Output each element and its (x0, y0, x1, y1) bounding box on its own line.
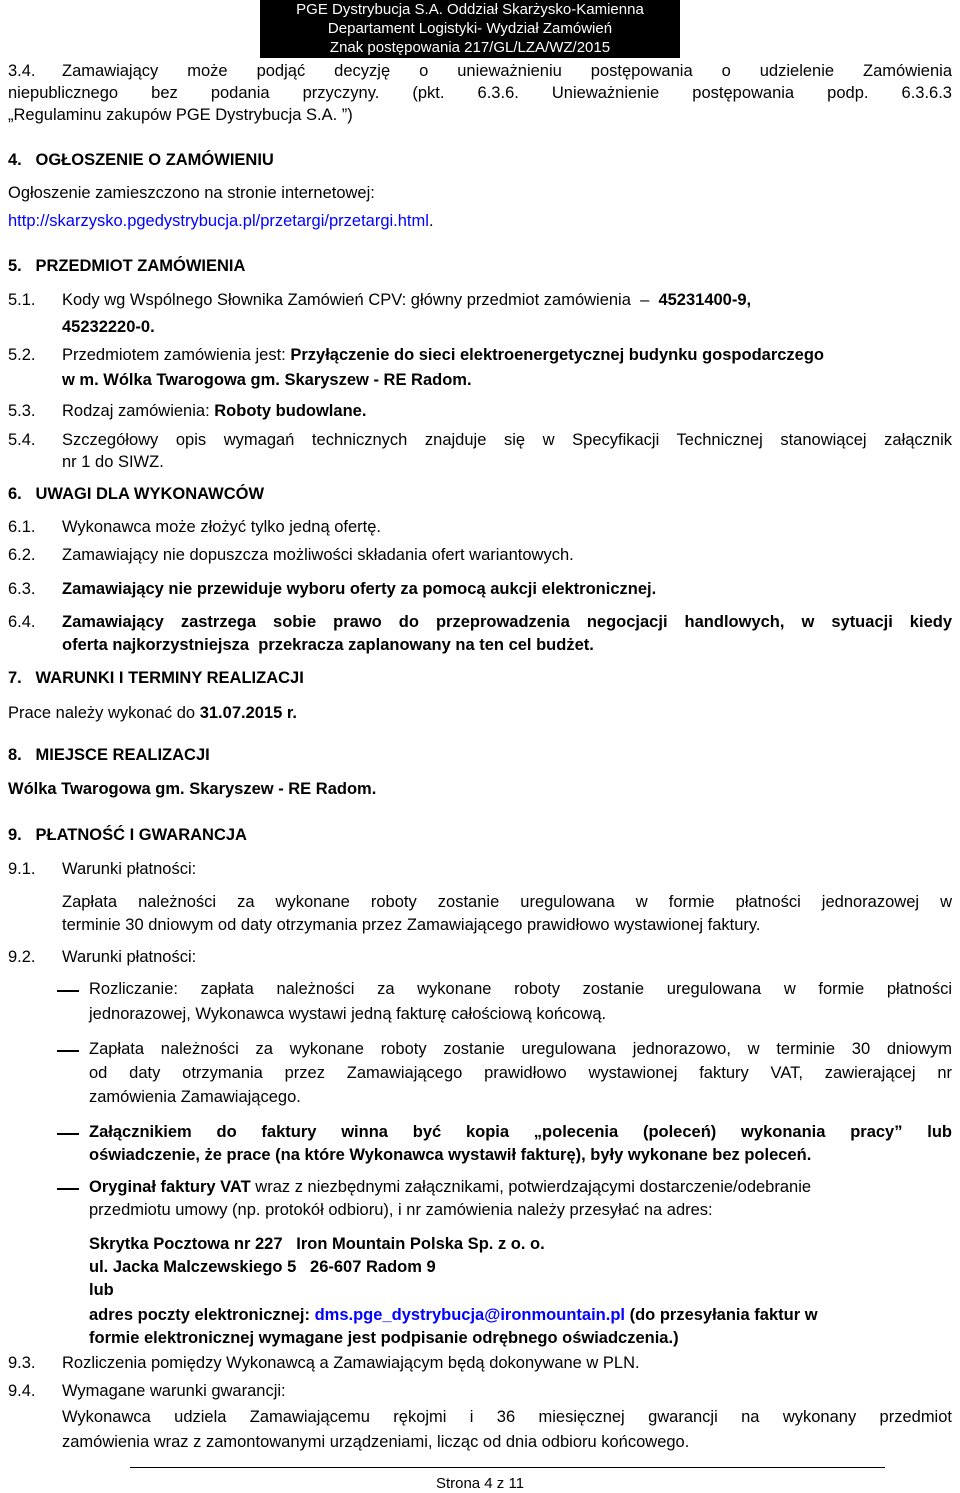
section-9-1-line1: Zapłata należności za wykonane roboty zostanie uregulowana w formie płatności jednorazowej w (62, 893, 952, 911)
link-period: . (428, 212, 434, 230)
section-5-3-text (62, 402, 366, 421)
subject-label: Przedmiotem zamówienia jest: (62, 346, 286, 364)
bullet-3-line1: Załącznikiem do faktury winna być kopia „polecenia (poleceń) wykonania pracy” lub (89, 1123, 952, 1141)
section-4-link-row (8, 212, 434, 231)
header-company: PGE Dystrybucja S.A. Oddział Skarżysko-Kamienna (296, 1, 644, 18)
order-type-value: Roboty budowlane. (214, 402, 367, 420)
deadline-date: 31.07.2015 r. (199, 704, 297, 722)
section-9-1-title: Warunki płatności: (62, 860, 197, 878)
section-6-4-number: 6.4. (8, 613, 36, 631)
section-7-text (8, 704, 297, 723)
deadline-label: Prace należy wykonać do (8, 704, 196, 722)
email-label: adres poczty elektronicznej: (89, 1306, 310, 1324)
section-4-heading: 4. OGŁOSZENIE O ZAMÓWIENIU (8, 151, 274, 169)
email-link[interactable]: dms.pge_dystrybucja@ironmountain.pl (314, 1306, 625, 1324)
section-3-4-line2: niepublicznego bez podania przyczyny. (pkt. 6.3.6. Unieważnienie postępowania podp. 6.3.6.3 (8, 84, 952, 102)
bullet-4-line1 (89, 1178, 811, 1197)
section-5-1-number: 5.1. (8, 291, 36, 309)
bullet-dash (57, 1133, 79, 1135)
section-6-heading: 6. UWAGI DLA WYKONAWCÓW (8, 485, 265, 503)
bullet-2-line1: Zapłata należności za wykonane roboty zostanie uregulowana jednorazowo, w terminie 30 dniowym (89, 1040, 952, 1058)
address-line1: Skrytka Pocztowa nr 227 Iron Mountain Polska Sp. z o. o. (89, 1235, 545, 1253)
section-9-2-title: Warunki płatności: (62, 948, 197, 966)
section-7-heading: 7. WARUNKI I TERMINY REALIZACJI (8, 669, 304, 687)
bullet-1-line1: Rozliczanie: zapłata należności za wykonane roboty zostanie uregulowana w formie płatności (89, 980, 952, 998)
section-6-1-text: Wykonawca może złożyć tylko jedną ofertę. (62, 518, 381, 536)
bullet-dash (57, 990, 79, 992)
original-invoice-label: Oryginał faktury VAT (89, 1178, 251, 1196)
section-3-4-line3: „Regulaminu zakupów PGE Dystrybucja S.A. ”) (8, 106, 353, 124)
cpv-main-code: 45231400-9, (658, 291, 752, 309)
section-6-1-number: 6.1. (8, 518, 36, 536)
section-9-4-line2: zamówienia wraz z zamontowanymi urządzeniami, licząc od dnia odbioru końcowego. (62, 1433, 690, 1451)
page-number: Strona 4 z 11 (435, 1475, 525, 1492)
section-9-2-number: 9.2. (8, 948, 36, 966)
bullet-2-line2: od daty otrzymania przez Zamawiającego prawidłowo wystawionej faktury VAT, zawierającej nr (89, 1064, 952, 1082)
section-5-4-line1: Szczegółowy opis wymagań technicznych znajduje się w Specyfikacji Technicznej stanowiącej załącznik (62, 431, 952, 449)
section-5-heading: 5. PRZEDMIOT ZAMÓWIENIA (8, 257, 246, 275)
section-5-2-line1 (62, 346, 824, 365)
section-9-4-line1: Wykonawca udziela Zamawiającemu rękojmi i 36 miesięcznej gwarancji na wykonany przedmiot (62, 1408, 952, 1426)
cpv-label: Kody wg Wspólnego Słownika Zamówień CPV: główny przedmiot zamówienia (62, 291, 631, 309)
address-or: lub (89, 1281, 114, 1299)
bullet-dash (57, 1188, 79, 1190)
email-row-line2: formie elektronicznej wymagane jest podpisanie odrębnego oświadczenia.) (89, 1329, 679, 1347)
original-invoice-text: wraz z niezbędnymi załącznikami, potwierdzającymi dostarczenie/odebranie (255, 1178, 812, 1196)
bullet-1-line2: jednorazowej, Wykonawca wystawi jedną fakturę całościową końcową. (89, 1005, 607, 1023)
section-9-4-number: 9.4. (8, 1382, 36, 1400)
document-header (260, 0, 680, 58)
section-9-1-line2: terminie 30 dniowym od daty otrzymania przez Zamawiającego prawidłowo wystawionej faktury. (62, 916, 761, 934)
section-3-4-line1: Zamawiający może podjąć decyzję o unieważnieniu postępowania o udzielenie Zamówienia (62, 62, 952, 80)
cpv-dash: – (640, 291, 650, 309)
section-5-3-number: 5.3. (8, 402, 36, 420)
section-5-2-number: 5.2. (8, 346, 36, 364)
bullet-2-line3: zamówienia Zamawiającego. (89, 1088, 301, 1106)
footer-divider (130, 1467, 885, 1468)
section-6-2-number: 6.2. (8, 546, 36, 564)
announcement-link[interactable]: http://skarzysko.pgedystrybucja.pl/przetargi/przetargi.html (8, 212, 429, 230)
bullet-dash (57, 1050, 79, 1052)
section-9-3-text: Rozliczenia pomiędzy Wykonawcą a Zamawiającym będą dokonywane w PLN. (62, 1354, 640, 1372)
email-note: (do przesyłania faktur w (629, 1306, 818, 1324)
section-9-4-title: Wymagane warunki gwarancji: (62, 1382, 286, 1400)
address-line2: ul. Jacka Malczewskiego 5 26-607 Radom 9 (89, 1258, 436, 1276)
section-8-heading: 8. MIEJSCE REALIZACJI (8, 746, 210, 764)
header-department: Departament Logistyki- Wydział Zamówień (327, 20, 613, 37)
section-6-4-line2: oferta najkorzystniejsza przekracza zaplanowany na ten cel budżet. (62, 636, 594, 654)
section-5-4-number: 5.4. (8, 431, 36, 449)
order-type-label: Rodzaj zamówienia: (62, 402, 210, 420)
section-5-1-text (62, 291, 751, 310)
header-reference: Znak postępowania 217/GL/LZA/WZ/2015 (329, 39, 611, 56)
cpv-secondary-code: 45232220-0. (62, 318, 155, 336)
section-3-4-number: 3.4. (8, 62, 36, 80)
bullet-4-line2: przedmiotu umowy (np. protokół odbioru), i nr zamówienia należy przesyłać na adres: (89, 1201, 713, 1219)
section-5-4-line2: nr 1 do SIWZ. (62, 453, 164, 471)
section-6-3-text: Zamawiający nie przewiduje wyboru oferty za pomocą aukcji elektronicznej. (62, 580, 657, 598)
section-8-location: Wólka Twarogowa gm. Skaryszew - RE Radom. (8, 780, 377, 798)
bullet-3-line2: oświadczenie, że prace (na które Wykonawca wystawił fakturę), były wykonane bez poleceń. (89, 1146, 812, 1164)
section-9-heading: 9. PŁATNOŚĆ I GWARANCJA (8, 826, 247, 844)
section-6-2-text: Zamawiający nie dopuszcza możliwości składania ofert wariantowych. (62, 546, 574, 564)
section-6-4-line1: Zamawiający zastrzega sobie prawo do przeprowadzenia negocjacji handlowych, w sytuacji kiedy (62, 613, 952, 631)
subject-location: w m. Wólka Twarogowa gm. Skaryszew - RE Radom. (62, 371, 472, 389)
subject-title: Przyłączenie do sieci elektroenergetycznej budynku gospodarczego (290, 346, 825, 364)
section-9-1-number: 9.1. (8, 860, 36, 878)
email-row (89, 1306, 818, 1325)
section-6-3-number: 6.3. (8, 580, 36, 598)
section-4-text: Ogłoszenie zamieszczono na stronie internetowej: (8, 184, 375, 202)
section-9-3-number: 9.3. (8, 1354, 36, 1372)
